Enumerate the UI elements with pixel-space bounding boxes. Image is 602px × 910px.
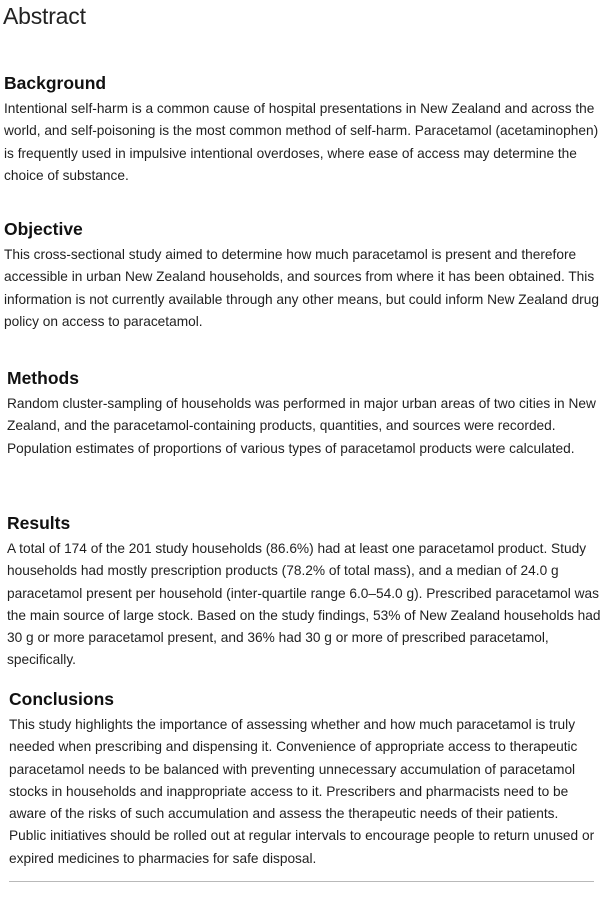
conclusions-section xyxy=(9,688,597,870)
results-heading: Results xyxy=(7,513,71,533)
objective-heading: Objective xyxy=(4,219,83,239)
background-text: Intentional self-harm is a common cause of hospital presentations in New Zealand and across the world, and self-poisoning is the most common method of self-harm. Paracetamol (acetaminophen) is frequently used in impulsive intentional overdoses, where ease of access may determine the choice of substance. xyxy=(4,101,599,183)
section-divider xyxy=(9,881,594,882)
background-section xyxy=(4,72,600,187)
conclusions-text: This study highlights the importance of assessing whether and how much paracetamol is truly needed when prescribing and dispensing it. Convenience of appropriate access to therapeutic paracetamol needs to be balanced with preventing unnecessary accumulation of paracetamol stocks in households and inappropriate access to it. Prescribers and pharmacists need to be aware of the risks of such accumulation and assess the therapeutic needs of their patients. Public initiatives should be rolled out at regular intervals to encourage people to return unused or expired medicines to pharmacies for safe disposal. xyxy=(9,717,595,866)
methods-heading: Methods xyxy=(7,368,79,388)
results-section xyxy=(7,512,602,672)
methods-text: Random cluster-sampling of households was performed in major urban areas of two cities in New Zealand, and the paracetamol-containing products, quantities, and sources were recorded. Population estimates of proportions of various types of paracetamol products were calculated. xyxy=(7,396,596,456)
abstract-title: Abstract xyxy=(3,3,86,29)
background-heading: Background xyxy=(4,73,107,93)
objective-text: This cross-sectional study aimed to determine how much paracetamol is present and therefore accessible in urban New Zealand households, and sources from where it has been obtained. This information is not currently available through any other means, but could inform New Zealand drug policy on access to paracetamol. xyxy=(4,247,599,329)
results-text: A total of 174 of the 201 study households (86.6%) had at least one paracetamol product. Study households had mostly prescription products (78.2% of total mass), and a median of 24.0 g paracetamol present per household (inter-quartile range 6.0–54.0 g). Prescribed paracetamol was the main source of large stock. Based on the study findings, 53% of New Zealand households had 30 g or more paracetamol present, and 36% had 30 g or more of prescribed paracetamol, specifically. xyxy=(7,541,601,668)
objective-section xyxy=(4,218,600,333)
conclusions-heading: Conclusions xyxy=(9,689,115,709)
methods-section xyxy=(7,367,602,460)
